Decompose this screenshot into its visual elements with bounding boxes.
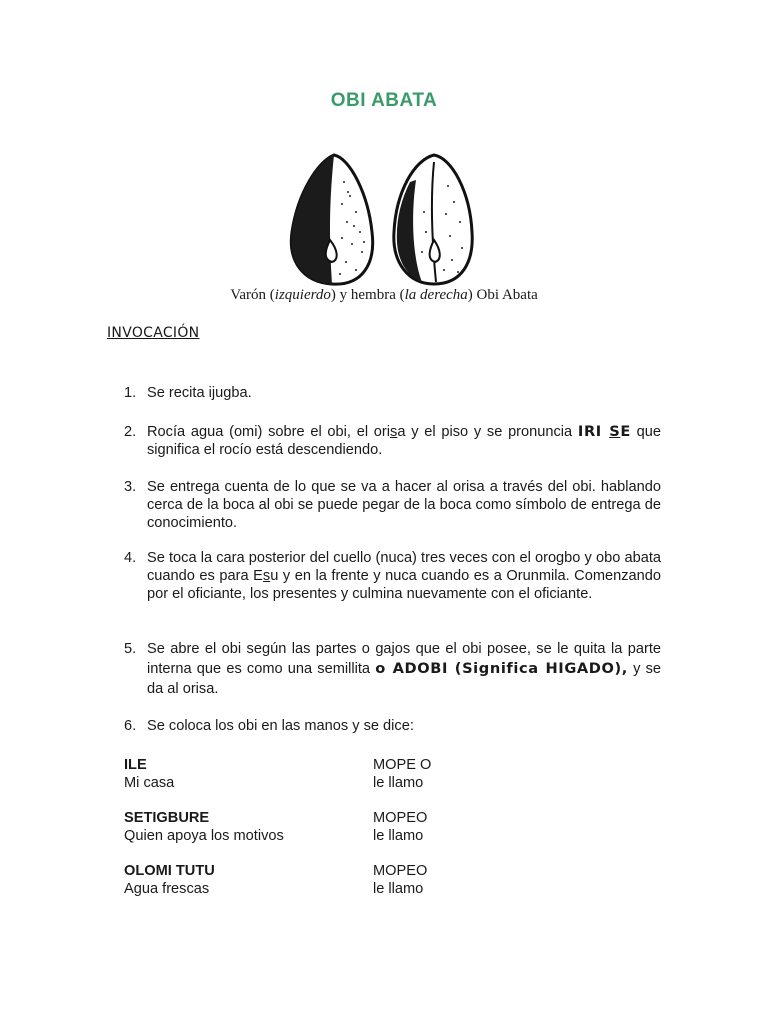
phrase-pair: ILE Mi casa MOPE O le llamo xyxy=(124,757,432,791)
obi-abata-illustration xyxy=(284,152,484,290)
phrase-pair: SETIGBURE Quien apoya los motivos MOPEO le llamo xyxy=(124,810,428,844)
section-heading: INVOCACIÓN xyxy=(107,325,200,341)
female-obi-seed-drawing xyxy=(394,155,472,284)
male-obi-seed-drawing xyxy=(291,155,372,284)
page-title: OBI ABATA xyxy=(330,90,438,111)
phrase-pair: OLOMI TUTU Agua frescas MOPEO le llamo xyxy=(124,863,428,897)
figure-caption: Varón (izquierdo) y hembra (la derecha) Obi Abata xyxy=(230,287,538,303)
